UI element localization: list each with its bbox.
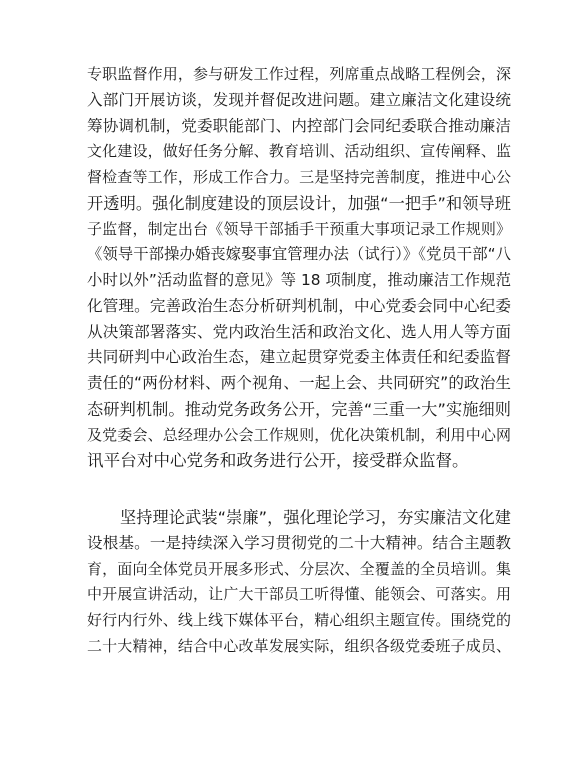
text-line: 坚持理论武装“崇廉”，强化理论学习，夯实廉洁文化建 xyxy=(120,508,511,527)
text-line: 筹协调机制，党委职能部门、内控部门会同纪委联合推动廉洁 xyxy=(87,116,511,135)
text-line: 讯平台对中心党务和政务进行公开，接受群众监督。 xyxy=(87,451,469,471)
text-line: 小时以外”活动监督的意见》等 18 项制度，推动廉洁工作规范 xyxy=(87,271,511,289)
text-line: 及党委会、总经理办公会工作规则，优化决策机制，利用中心网 xyxy=(87,425,511,444)
text-line: 从决策部署落实、党内政治生活和政治文化、选人用人等方面 xyxy=(87,322,511,341)
text-line: 育，面向全体党员开展多形式、分层次、全覆盖的全员培训。集 xyxy=(87,559,511,578)
text-line: 化管理。完善政治生态分析研判机制，中心党委会同中心纪委 xyxy=(87,296,511,315)
paragraph-1 xyxy=(87,62,511,474)
text-line: 设根基。一是持续深入学习贯彻党的二十大精神。结合主题教 xyxy=(87,533,511,552)
text-line: 入部门开展访谈，发现并督促改进问题。建立廉洁文化建设统 xyxy=(87,90,511,109)
text-line: 子监督，制定出台《领导干部插手干预重大事项记录工作规则》 xyxy=(87,219,511,238)
text-line: 专职监督作用，参与研发工作过程，列席重点战略工程例会，深 xyxy=(87,65,511,83)
text-line: 二十大精神，结合中心改革发展实际，组织各级党委班子成员、 xyxy=(87,636,511,655)
text-line: 中开展宣讲活动，让广大干部员工听得懂、能领会、可落实。用 xyxy=(87,585,511,604)
text-line: 文化建设，做好任务分解、教育培训、活动组织、宣传阐释、监 xyxy=(87,142,511,161)
text-line: 督检查等工作，形成工作合力。三是坚持完善制度，推进中心公 xyxy=(87,168,511,186)
text-line: 开透明。强化制度建设的顶层设计，加强“一把手”和领导班 xyxy=(87,193,511,213)
text-line: 共同研判中心政治生态，建立起贯穿党委主体责任和纪委监督 xyxy=(87,348,511,367)
text-line: 《领导干部操办婚丧嫁娶事宜管理办法（试行）》《党员干部“八 xyxy=(87,245,511,264)
text-line: 态研判机制。推动党务政务公开，完善“三重一大”实施细则 xyxy=(87,399,511,419)
text-line: 责任的“两份材料、两个视角、一起上会、共同研究”的政治生 xyxy=(87,374,511,392)
paragraph-2 xyxy=(87,505,511,660)
text-line: 好行内行外、线上线下媒体平台，精心组织主题宣传。围绕党的 xyxy=(87,611,511,629)
